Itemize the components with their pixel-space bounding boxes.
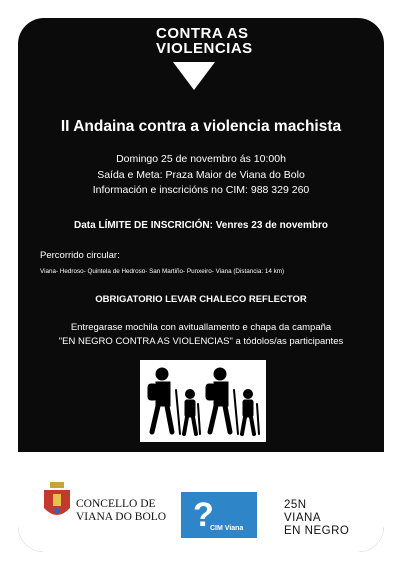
viana-en-negro-logo <box>284 499 349 538</box>
coat-of-arms-icon <box>42 482 72 522</box>
negro-line-1: 25N <box>284 499 307 511</box>
svg-text:?: ? <box>193 496 214 534</box>
event-title: II Andaina contra a violencia machista <box>60 118 342 135</box>
route-label: Percorrido circular: <box>40 250 120 261</box>
triangle-icon <box>173 62 215 92</box>
concello-logo-text <box>76 498 166 524</box>
event-contact: Información e inscricións no CIM: 988 329 260 <box>92 184 310 196</box>
campaign-logo <box>156 26 266 92</box>
negro-line-3: EN NEGRO <box>284 525 350 537</box>
registration-deadline: Data LÍMITE DE INSCRICIÓN: Venres 23 de novembro <box>74 220 328 231</box>
event-info <box>18 152 384 199</box>
sponsor-footer <box>18 452 384 552</box>
backpack-line-2: "EN NEGRO CONTRA AS VIOLENCIAS" a tódolos/as participantes <box>58 336 344 347</box>
cim-label: CIM Viana <box>210 525 244 532</box>
backpack-line-1: Entregarase mochila con avituallamento e chapa da campaña <box>70 322 332 333</box>
hikers-pictogram <box>140 360 266 442</box>
negro-line-2: VIANA <box>284 512 322 524</box>
route-path: Viana- Hedroso- Quintela de Hedroso- San Martiño- Punxeiro- Viana (Distancia: 14 km) <box>40 268 285 275</box>
concello-line-1: CONCELLO DE <box>76 498 156 510</box>
event-place: Saída e Meta: Praza Maior de Viana do Bolo <box>97 168 305 181</box>
backpack-notice <box>18 321 384 349</box>
hikers-icon <box>140 360 266 442</box>
event-date: Domingo 25 de novembro ás 10:00h <box>116 153 286 165</box>
concello-line-2: VIANA DO BOLO <box>76 511 167 523</box>
logo-line-1: CONTRA AS <box>156 25 249 42</box>
logo-line-2: VIOLENCIAS <box>156 40 253 57</box>
poster <box>18 18 384 552</box>
vest-notice: OBRIGATORIO LEVAR CHALECO REFLECTOR <box>95 294 307 305</box>
